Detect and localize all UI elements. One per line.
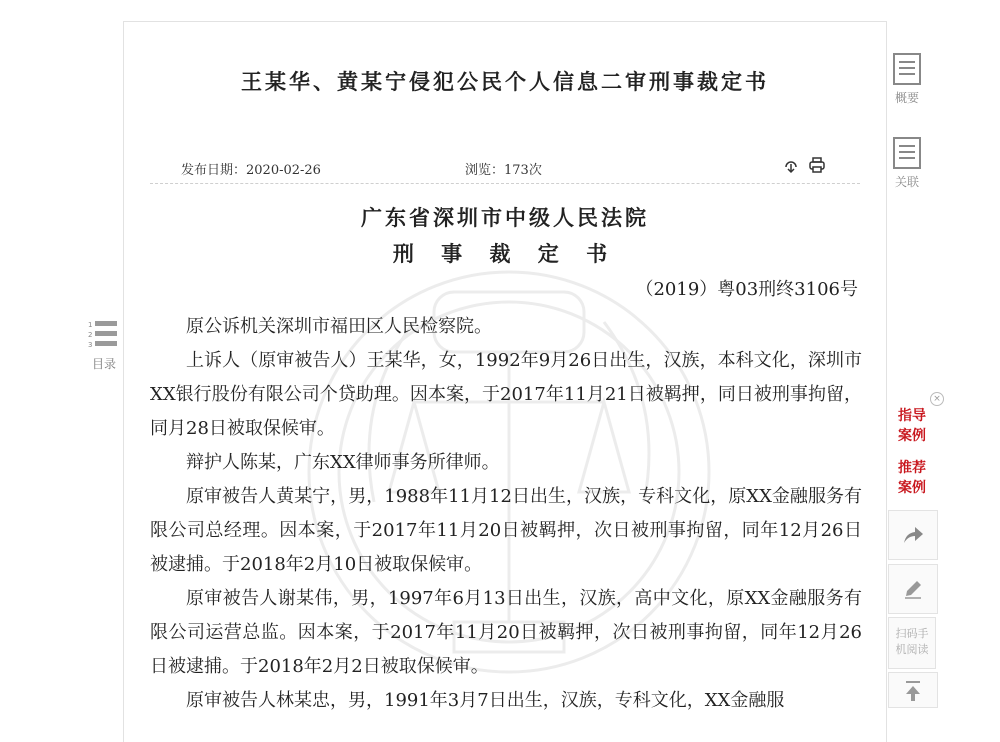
scan-line: 机阅读 — [895, 643, 929, 656]
share-button[interactable] — [888, 510, 938, 560]
guide-cases-button[interactable] — [888, 406, 936, 446]
paragraph: 辩护人陈某，广东XX律师事务所律师。 — [186, 452, 500, 473]
scan-to-read-button[interactable] — [888, 617, 936, 669]
view-count: 浏览：173次 — [465, 163, 542, 178]
share-icon — [902, 525, 924, 545]
document-type: 刑 事 裁 定 书 — [392, 241, 618, 266]
pencil-icon — [902, 578, 924, 600]
download-icon[interactable] — [782, 156, 800, 174]
meta-divider — [150, 183, 860, 184]
guide-cases-line: 案例 — [898, 428, 926, 444]
related-label: 关联 — [894, 175, 919, 189]
recommended-cases-line: 案例 — [898, 480, 926, 496]
related-icon — [892, 136, 922, 170]
toc-button[interactable] — [82, 318, 126, 372]
edit-button[interactable] — [888, 564, 938, 614]
paragraph: 原公诉机关深圳市福田区人民检察院。 — [186, 316, 492, 337]
paragraph: 原审被告人林某忠，男，1991年3月7日出生，汉族，专科文化，XX金融服 — [186, 690, 785, 711]
publish-date: 发布日期：2020-02-26 — [181, 163, 321, 178]
toc-label: 目录 — [91, 357, 116, 371]
meta-actions — [782, 156, 826, 174]
back-to-top-icon — [903, 679, 923, 701]
document-page — [123, 21, 887, 742]
paragraph: 原审被告人黄某宁，男，1988年11月12日出生，汉族，专科文化，原XX金融服务有限公司总经理。因本案，于2017年11月20日被羁押，次日被刑事拘留，同年12月26日被逮捕。于2018年2月10日被取保候审。 — [150, 486, 862, 575]
svg-text:2: 2 — [88, 331, 93, 339]
svg-text:3: 3 — [88, 341, 93, 349]
summary-button[interactable] — [890, 52, 924, 106]
svg-text:1: 1 — [88, 321, 93, 329]
court-name: 广东省深圳市中级人民法院 — [361, 205, 649, 230]
related-button[interactable] — [890, 136, 924, 190]
guide-cases-line: 指导 — [898, 408, 926, 424]
summary-label: 概要 — [894, 91, 919, 105]
case-number: （2019）粤03刑终3106号 — [635, 279, 858, 300]
summary-icon — [892, 52, 922, 86]
paragraph: 原审被告人谢某伟，男，1997年6月13日出生，汉族，高中文化，原XX金融服务有限公司运营总监。因本案，于2017年11月20日被羁押，次日被刑事拘留，同年12月26日被逮捕。于2018年2月2日被取保候审。 — [150, 588, 862, 677]
page-title: 王某华、黄某宁侵犯公民个人信息二审刑事裁定书 — [241, 69, 769, 94]
scan-line: 扫码手 — [895, 627, 929, 640]
print-icon[interactable] — [808, 156, 826, 174]
close-icon[interactable]: × — [930, 392, 944, 406]
paragraph: 上诉人（原审被告人）王某华，女，1992年9月26日出生，汉族，本科文化，深圳市XX银行股份有限公司个贷助理。因本案，于2017年11月21日被羁押，同日被刑事拘留，同月28日被取保候审。 — [150, 350, 862, 439]
back-to-top-button[interactable] — [888, 672, 938, 708]
toc-icon — [82, 318, 126, 352]
document-body — [150, 310, 862, 718]
recommended-cases-line: 推荐 — [898, 460, 926, 476]
recommended-cases-button[interactable] — [888, 458, 936, 498]
